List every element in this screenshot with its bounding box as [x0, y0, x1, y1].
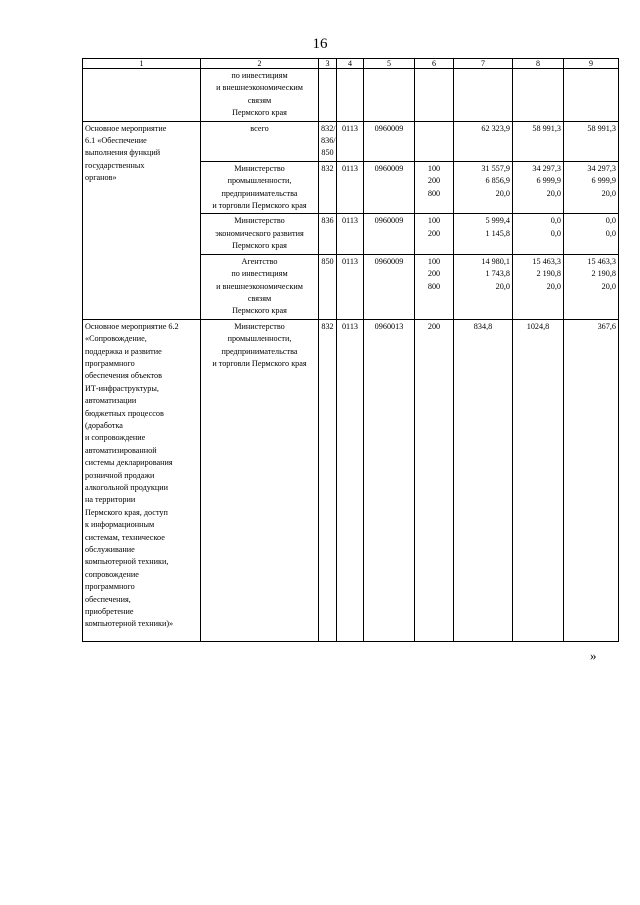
expense-type-cell: 100 200 800	[415, 254, 454, 319]
col-header-7: 7	[454, 59, 513, 69]
table-row	[83, 319, 619, 641]
expense-type-cell: 100 200 800	[415, 161, 454, 214]
target-code-cell: 0960009	[364, 254, 415, 319]
col-header-4: 4	[337, 59, 364, 69]
admin-code-cell: 850	[319, 254, 337, 319]
section-code-cell: 0113	[337, 254, 364, 319]
col-header-1: 1	[83, 59, 201, 69]
admin-code-cell: 836	[319, 214, 337, 254]
year2-amount-cell: 0,0 0,0	[513, 214, 564, 254]
year3-amount-cell: 34 297,3 6 999,9 20,0	[564, 161, 619, 214]
target-code-cell: 0960009	[364, 121, 415, 161]
table-header-row	[83, 59, 619, 69]
admin-code-cell: 832	[319, 161, 337, 214]
executor-cell: по инвестициям и внешнеэкономическим связям Пермского края	[201, 69, 319, 122]
expense-type-cell	[415, 121, 454, 161]
year2-amount-cell: 34 297,3 6 999,9 20,0	[513, 161, 564, 214]
year1-amount-cell: 834,8	[454, 319, 513, 641]
year2-amount-cell: 58 991,3	[513, 121, 564, 161]
col-header-5: 5	[364, 59, 415, 69]
page-number: 16	[312, 36, 328, 52]
executor-cell: Агентство по инвестициям и внешнеэкономическим связям Пермского края	[201, 254, 319, 319]
year1-amount-cell: 62 323,9	[454, 121, 513, 161]
executor-cell: Министерство экономического развития Пермского края	[201, 214, 319, 254]
year3-amount-cell: 367,6	[564, 319, 619, 641]
expense-type-cell: 200	[415, 319, 454, 641]
measure-6-2-name: Основное мероприятие 6.2 «Сопровождение, поддержка и развитие программного обеспечения объектов ИТ-инфраструктуры, автоматизации бюджетных процессов (доработка и сопровождение автоматизированной системы декларирования розничной продажи алкогольной продукции на территории Пермского края, доступ к информационным системам, техническое обслуживание компьютерной техники, сопровождение программного обеспечения, приобретение компьютерной техники)»	[83, 319, 201, 641]
col-header-6: 6	[415, 59, 454, 69]
target-code-cell: 0960009	[364, 161, 415, 214]
measure-6-1-name: Основное мероприятие 6.1 «Обеспечение выполнения функций государственных органов»	[83, 121, 201, 319]
budget-table	[82, 58, 619, 642]
year2-amount-cell: 1024,8	[513, 319, 564, 641]
year2-amount-cell: 15 463,3 2 190,8 20,0	[513, 254, 564, 319]
executor-cell: Министерство промышленности, предпринимательства и торговли Пермского края	[201, 161, 319, 214]
section-code-cell: 0113	[337, 214, 364, 254]
closing-quote-mark: »	[590, 648, 597, 663]
section-code-cell: 0113	[337, 121, 364, 161]
table-row-continuation	[83, 69, 619, 122]
target-code-cell: 0960009	[364, 214, 415, 254]
target-code-cell: 0960013	[364, 319, 415, 641]
section-code-cell: 0113	[337, 319, 364, 641]
admin-code-cell: 832	[319, 319, 337, 641]
year1-amount-cell: 5 999,4 1 145,8	[454, 214, 513, 254]
year3-amount-cell: 58 991,3	[564, 121, 619, 161]
year3-amount-cell: 0,0 0,0	[564, 214, 619, 254]
year3-amount-cell: 15 463,3 2 190,8 20,0	[564, 254, 619, 319]
table-row	[83, 121, 619, 161]
year1-amount-cell: 14 980,1 1 743,8 20,0	[454, 254, 513, 319]
col-header-3: 3	[319, 59, 337, 69]
executor-cell: всего	[201, 121, 319, 161]
expense-type-cell: 100 200	[415, 214, 454, 254]
admin-code-cell: 832/ 836/ 850	[319, 121, 337, 161]
section-code-cell: 0113	[337, 161, 364, 214]
col-header-8: 8	[513, 59, 564, 69]
executor-cell: Министерство промышленности, предпринимательства и торговли Пермского края	[201, 319, 319, 641]
measure-name-cell	[83, 69, 201, 122]
year1-amount-cell: 31 557,9 6 856,9 20,0	[454, 161, 513, 214]
col-header-2: 2	[201, 59, 319, 69]
col-header-9: 9	[564, 59, 619, 69]
